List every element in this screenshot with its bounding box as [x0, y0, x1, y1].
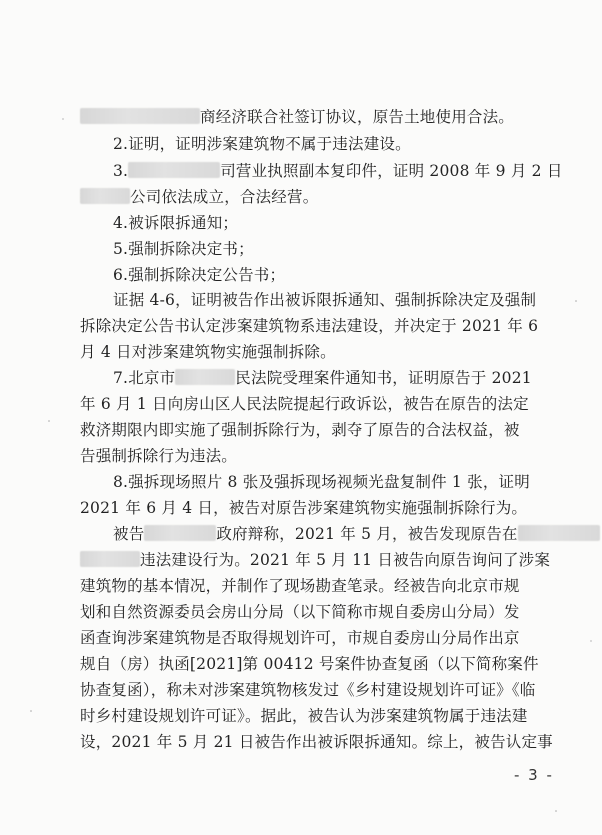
- text-line: [80, 547, 562, 573]
- scan-speckle: [575, 300, 577, 302]
- text-line: [80, 339, 562, 365]
- redaction-block: [128, 162, 220, 178]
- text-line: [80, 495, 562, 521]
- text-line: [113, 262, 562, 288]
- text-line: [80, 313, 562, 339]
- redaction-block: [518, 525, 600, 541]
- line-text: 划和自然资源委员会房山分局（以下简称市规自委房山分局）发: [80, 603, 520, 621]
- line-text: 违法建设行为。2021 年 5 月 11 日被告向原告询问了涉案: [140, 551, 551, 569]
- text-line: [113, 210, 562, 236]
- text-line: [80, 391, 562, 417]
- line-text: 告强制拆除行为违法。: [80, 447, 238, 465]
- text-line: [80, 599, 562, 625]
- line-text: 4.被诉限拆通知；: [113, 214, 239, 232]
- text-line: [80, 651, 562, 677]
- text-line: [113, 236, 562, 262]
- redaction-block: [80, 551, 140, 567]
- line-text: 民法院受理案件通知书，证明原告于 2021: [235, 369, 532, 387]
- line-text: 6.强制拆除决定公告书；: [113, 266, 286, 284]
- text-line: [113, 131, 562, 157]
- line-prefix: 7.北京市: [113, 369, 176, 387]
- text-line: [113, 469, 562, 495]
- line-text: 时乡村建设规划许可证》。据此，被告认为涉案建筑物属于违法建: [80, 707, 528, 725]
- line-text: 设，2021 年 5 月 21 日被告作出被诉限拆通知。综上，被告认定事: [80, 733, 553, 751]
- line-text: 拆除决定公告书认定涉案建筑物系违法建设，并决定于 2021 年 6: [80, 317, 539, 335]
- line-text: 8.强拆现场照片 8 张及强拆现场视频光盘复制件 1 张，证明: [113, 473, 530, 491]
- redaction-block: [80, 188, 130, 204]
- line-text: 2.证明，证明涉案建筑物不属于违法建设。: [113, 135, 411, 153]
- text-line: [80, 573, 562, 599]
- line-text: 规自（房）执函[2021]第 00412 号案件协查复函（以下简称案件: [80, 655, 539, 673]
- text-line: [80, 625, 562, 651]
- line-text: 证据 4-6，证明被告作出被诉限拆通知、强制拆除决定及强制: [113, 291, 537, 309]
- text-line: [113, 365, 562, 391]
- line-text: 救济期限内即实施了强制拆除行为，剥夺了原告的合法权益，被: [80, 421, 520, 439]
- line-text: 2021 年 6 月 4 日，被告对原告涉案建筑物实施强制拆除行为。: [80, 499, 528, 517]
- text-line: [80, 443, 562, 469]
- text-line: [80, 677, 562, 703]
- scan-speckle: [62, 118, 64, 120]
- line-text: 函查询涉案建筑物是否取得规划许可，市规自委房山分局作出京: [80, 629, 520, 647]
- scan-speckle: [48, 420, 50, 422]
- line-text: 5.强制拆除决定书；: [113, 240, 254, 258]
- scan-speckle: [590, 640, 592, 642]
- line-prefix: 3.: [113, 162, 129, 180]
- line-text: 建筑物的基本情况，并制作了现场勘查笔录。经被告向北京市规: [80, 577, 520, 595]
- page-number: - 3 -: [514, 766, 554, 784]
- line-text: 年 6 月 1 日向房山区人民法院提起行政诉讼，被告在原告的法定: [80, 395, 529, 413]
- text-line: [113, 287, 562, 313]
- line-text: 协查复函），称未对涉案建筑物核发过《乡村建设规划许可证》《临: [80, 681, 536, 699]
- text-line: [80, 729, 562, 755]
- text-line: [80, 703, 562, 729]
- redaction-block: [80, 108, 200, 124]
- redaction-block: [175, 369, 235, 385]
- line-text: 月 4 日对涉案建筑物实施强制拆除。: [80, 343, 336, 361]
- line-text: 商经济联合社签订协议，原告土地使用合法。: [200, 108, 515, 126]
- line-text: 司营业执照副本复印件，证明 2008 年 9 月 2 日: [220, 162, 563, 180]
- line-text: 政府辩称，2021 年 5 月，被告发现原告在: [216, 525, 518, 543]
- scan-speckle: [30, 710, 32, 712]
- redaction-block: [144, 525, 216, 541]
- text-line: [80, 184, 562, 210]
- text-line: [80, 104, 562, 130]
- text-line: [80, 417, 562, 443]
- text-line: [113, 158, 562, 184]
- text-line: [113, 521, 562, 547]
- scan-speckle: [555, 810, 557, 812]
- line-prefix: 被告: [113, 525, 145, 543]
- line-text: 公司依法成立，合法经营。: [130, 188, 319, 206]
